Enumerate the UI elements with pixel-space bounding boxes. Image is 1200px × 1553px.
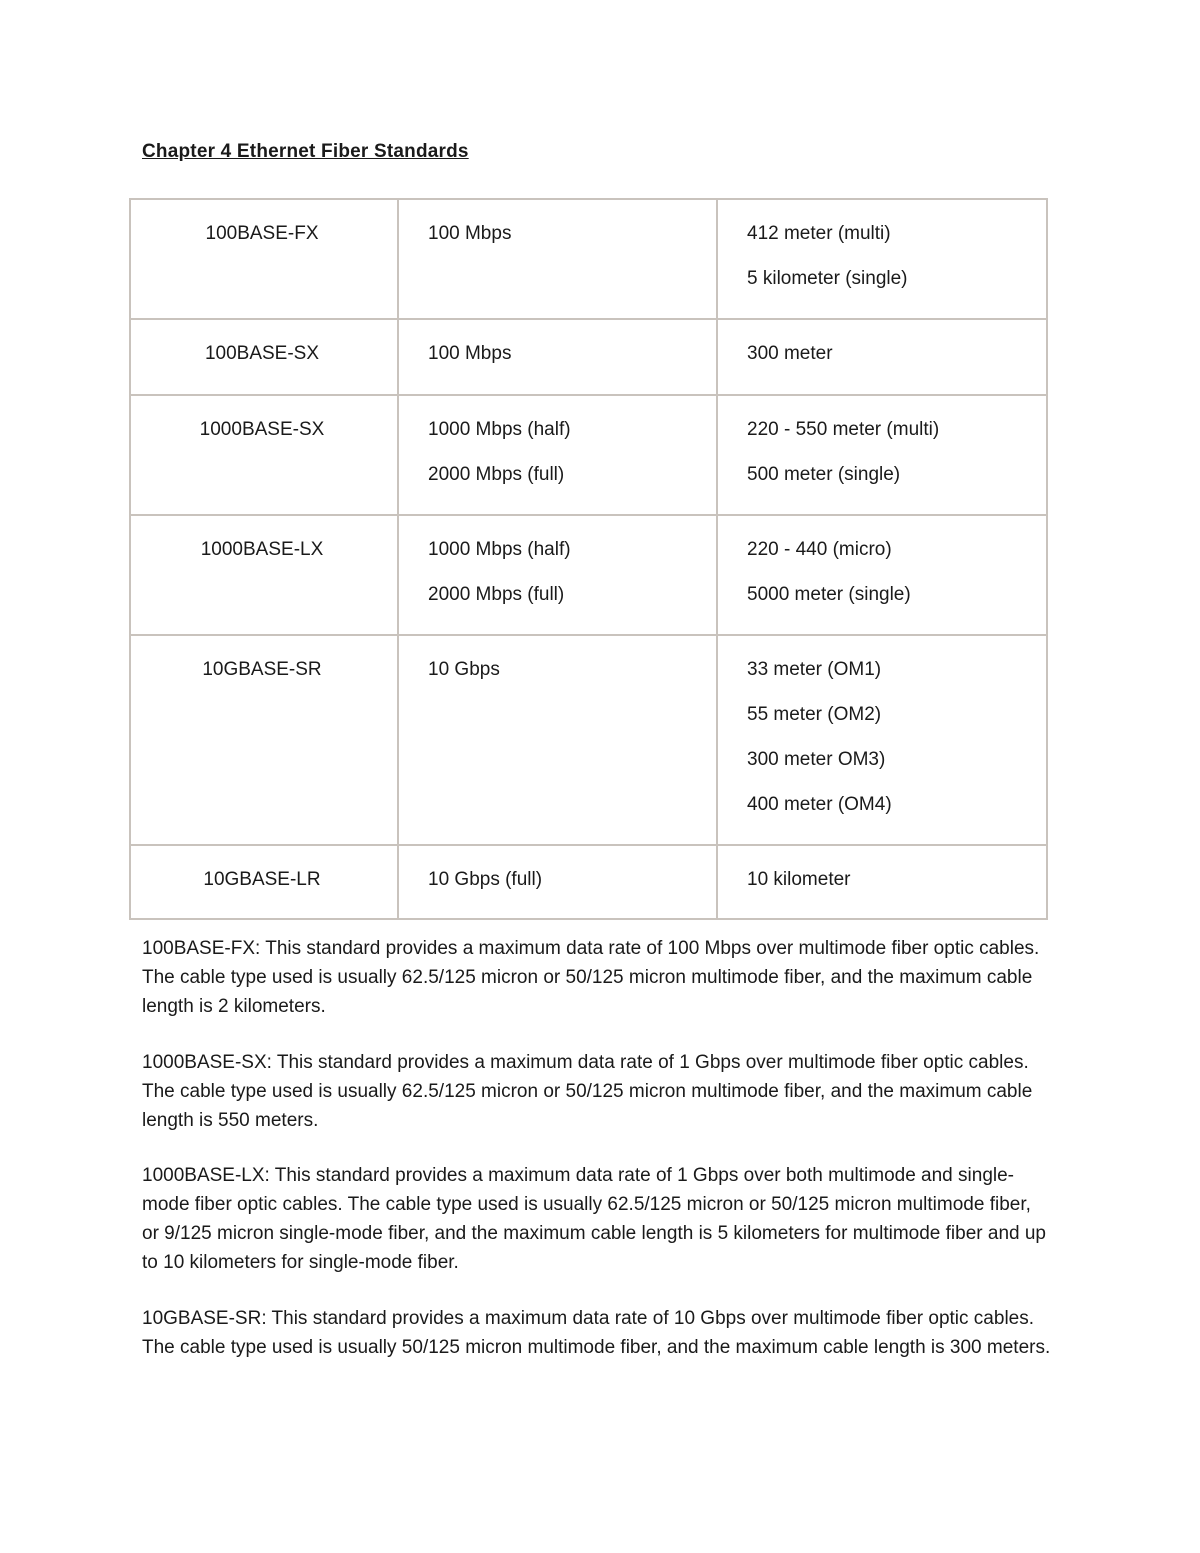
- description-1000base-sx: 1000BASE-SX: This standard provides a maximum data rate of 1 Gbps over multimode fiber optic cables. The cable type used is usually 62.5/125 micron or 50/125 micron multimode fiber, and the maximum cable length is 550 meters.: [142, 1052, 1033, 1131]
- rate-line: 100 Mbps: [428, 343, 512, 364]
- description-100base-fx: 100BASE-FX: This standard provides a maximum data rate of 100 Mbps over multimode fiber optic cables. The cable type used is usually 62.5/125 micron or 50/125 micron multimode fiber, and the maximum cable length is 2 kilometers.: [142, 938, 1040, 1017]
- distance-line: 5000 meter (single): [747, 584, 911, 605]
- distance-line: 220 - 440 (micro): [747, 539, 892, 560]
- distance-line: 5 kilometer (single): [747, 268, 908, 289]
- standard-name: 1000BASE-SX: [199, 419, 325, 440]
- rate-line: 1000 Mbps (half): [428, 539, 571, 560]
- distance-line: 500 meter (single): [747, 464, 901, 485]
- rate-cell: [398, 199, 717, 319]
- standard-cell: [130, 635, 398, 845]
- standard-name: 1000BASE-LX: [200, 539, 324, 560]
- rate-cell: [398, 635, 717, 845]
- standard-cell: [130, 845, 398, 919]
- rate-line: 2000 Mbps (full): [428, 584, 565, 605]
- rate-line: 100 Mbps: [428, 223, 512, 244]
- table-row: [130, 395, 1047, 515]
- distance-line: 400 meter (OM4): [747, 794, 892, 815]
- distance-line: 300 meter OM3): [747, 749, 886, 770]
- rate-cell: [398, 395, 717, 515]
- standard-name: 10GBASE-SR: [202, 659, 322, 680]
- distance-line: 33 meter (OM1): [747, 659, 882, 680]
- rate-line: 2000 Mbps (full): [428, 464, 565, 485]
- standard-cell: [130, 319, 398, 395]
- standard-name: 100BASE-SX: [204, 343, 320, 364]
- table-row: [130, 635, 1047, 845]
- distance-line: 10 kilometer: [747, 869, 851, 890]
- distance-cell: [717, 199, 1047, 319]
- standard-cell: [130, 515, 398, 635]
- rate-cell: [398, 319, 717, 395]
- distance-line: 300 meter: [747, 343, 833, 364]
- distance-cell: [717, 635, 1047, 845]
- page-title: Chapter 4 Ethernet Fiber Standards: [142, 141, 469, 162]
- rate-cell: [398, 845, 717, 919]
- distance-cell: [717, 845, 1047, 919]
- distance-line: 220 - 550 meter (multi): [747, 419, 940, 440]
- fiber-standards-table: [129, 198, 1048, 920]
- distance-line: 55 meter (OM2): [747, 704, 882, 725]
- standard-name: 10GBASE-LR: [203, 869, 321, 890]
- standard-cell: [130, 199, 398, 319]
- rate-line: 10 Gbps: [428, 659, 500, 680]
- rate-line: 10 Gbps (full): [428, 869, 543, 890]
- table-row: [130, 319, 1047, 395]
- table-row: [130, 845, 1047, 919]
- rate-line: 1000 Mbps (half): [428, 419, 571, 440]
- distance-line: 412 meter (multi): [747, 223, 891, 244]
- table-row: [130, 515, 1047, 635]
- description-10gbase-sr: 10GBASE-SR: This standard provides a maximum data rate of 10 Gbps over multimode fiber optic cables. The cable type used is usually 50/125 micron multimode fiber, and the maximum cable length is 300 meters.: [142, 1308, 1051, 1358]
- description-1000base-lx: 1000BASE-LX: This standard provides a maximum data rate of 1 Gbps over both multimode and single-mode fiber optic cables. The cable type used is usually 62.5/125 micron or 50/125 micron multimode fiber, or 9/125 micron single-mode fiber, and the maximum cable length is 5 kilometers for multimode fiber and up to 10 kilometers for single-mode fiber.: [142, 1165, 1046, 1273]
- distance-cell: [717, 395, 1047, 515]
- standard-name: 100BASE-FX: [205, 223, 319, 244]
- distance-cell: [717, 515, 1047, 635]
- rate-cell: [398, 515, 717, 635]
- distance-cell: [717, 319, 1047, 395]
- table-row: [130, 199, 1047, 319]
- standard-cell: [130, 395, 398, 515]
